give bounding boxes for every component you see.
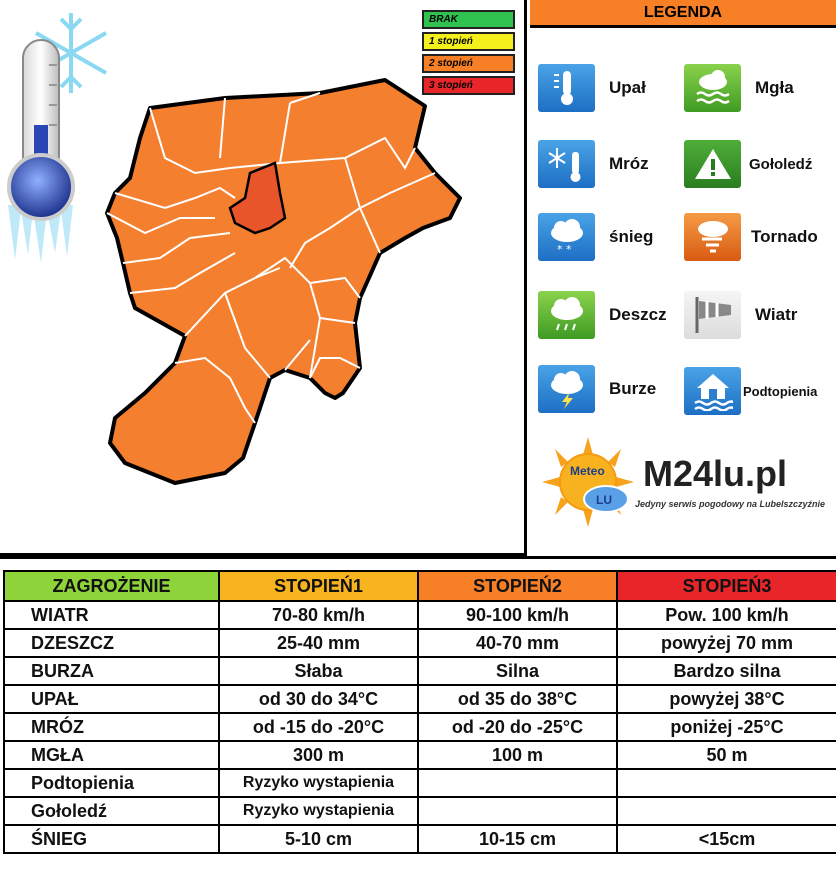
legend-label: Burze [609,379,657,398]
rain-cloud-icon [538,291,595,339]
level-1-cell: od -15 do -20°C [219,713,418,741]
table-row [4,629,836,657]
legend-item-wiatr [684,291,797,339]
level-1-cell: 5-10 cm [219,825,418,853]
legend-item-snieg [538,213,653,261]
severity-none: BRAK [422,10,515,29]
severity-level-1: 1 stopień [422,32,515,51]
level-1-cell: Słaba [219,657,418,685]
legend-label: Mróz [609,154,649,173]
legend-item-tornado [684,213,818,261]
threat-name: MRÓZ [4,713,219,741]
legend-item-gololedz [684,140,812,188]
table-row [4,657,836,685]
level-1-cell: 25-40 mm [219,629,418,657]
level-3-cell: 50 m [617,741,836,769]
level-3-cell [617,769,836,797]
level-1-cell: Ryzyko wystapienia [219,797,418,825]
level-2-cell: 40-70 mm [418,629,617,657]
windsock-icon [684,291,741,339]
level-1-cell: 70-80 km/h [219,601,418,629]
district-map [105,78,465,488]
level-2-cell [418,769,617,797]
level-3-cell: powyżej 38°C [617,685,836,713]
logo-text-top: Meteo [570,464,605,478]
level-2-cell: Silna [418,657,617,685]
fog-icon [684,64,741,112]
threat-name: UPAŁ [4,685,219,713]
sun-cloud-logo-icon [538,437,638,527]
table-row [4,797,836,825]
legend-item-mroz [538,140,649,188]
legend-item-burze [538,365,656,413]
threat-name: Podtopienia [4,769,219,797]
warning-icon [684,140,741,188]
snow-cloud-icon [538,213,595,261]
threat-name: BURZA [4,657,219,685]
legend-label: Podtopienia [743,383,818,399]
legend-label: śnieg [609,227,654,246]
svg-text:* *: * * [556,243,571,256]
snowflake-thermometer-icon [538,140,595,188]
tornado-icon [684,213,741,261]
level-3-cell: powyżej 70 mm [617,629,836,657]
threat-name: ŚNIEG [4,825,219,853]
severity-level-3: 3 stopień [422,76,515,95]
brand-logo [538,437,836,527]
thermometer-snowflake-icon [3,5,118,265]
legend-item-deszcz [538,291,667,339]
threat-name: DZESZCZ [4,629,219,657]
level-2-cell: od 35 do 38°C [418,685,617,713]
storm-cloud-icon [538,365,595,413]
table-row [4,685,836,713]
threat-name: WIATR [4,601,219,629]
header-level-2: STOPIEŃ2 [418,571,617,601]
severity-level-2: 2 stopień [422,54,515,73]
map-panel [0,0,527,556]
level-1-cell: Ryzyko wystapienia [219,769,418,797]
logo-text-bottom: LU [596,493,612,507]
level-3-cell: <15cm [617,825,836,853]
legend-label: Upał [609,78,646,97]
level-2-cell [418,797,617,825]
header-level-1: STOPIEŃ1 [219,571,418,601]
legend-label: Gołoledź [749,155,813,173]
level-2-cell: 90-100 km/h [418,601,617,629]
table-row [4,601,836,629]
flood-house-icon [684,367,741,415]
threat-name: Gołoledź [4,797,219,825]
legend-title: LEGENDA [530,0,836,28]
header-threat: ZAGROŻENIE [4,571,219,601]
level-3-cell: Pow. 100 km/h [617,601,836,629]
threat-table [3,570,836,854]
table-header-row [4,571,836,601]
level-2-cell: od -20 do -25°C [418,713,617,741]
legend-item-mgla [684,64,794,112]
level-2-cell: 100 m [418,741,617,769]
level-1-cell: od 30 do 34°C [219,685,418,713]
brand-tagline: Jedyny serwis pogodowy na Lubelszczyźnie [635,499,826,509]
legend-label: Mgła [755,78,794,97]
level-1-cell: 300 m [219,741,418,769]
table-row [4,741,836,769]
legend-item-upal [538,64,646,112]
legend-label: Wiatr [755,305,798,324]
level-3-cell: Bardzo silna [617,657,836,685]
header-level-3: STOPIEŃ3 [617,571,836,601]
level-3-cell [617,797,836,825]
legend-label: Tornado [751,227,818,246]
brand-name: M24lu.pl [643,453,788,494]
legend-label: Deszcz [609,305,667,324]
divider [0,556,836,559]
table-row [4,713,836,741]
level-3-cell: poniżej -25°C [617,713,836,741]
legend-item-podtopienia [684,367,817,415]
table-row [4,769,836,797]
thermometer-heat-icon [538,64,595,112]
table-row [4,825,836,853]
level-2-cell: 10-15 cm [418,825,617,853]
threat-name: MGŁA [4,741,219,769]
